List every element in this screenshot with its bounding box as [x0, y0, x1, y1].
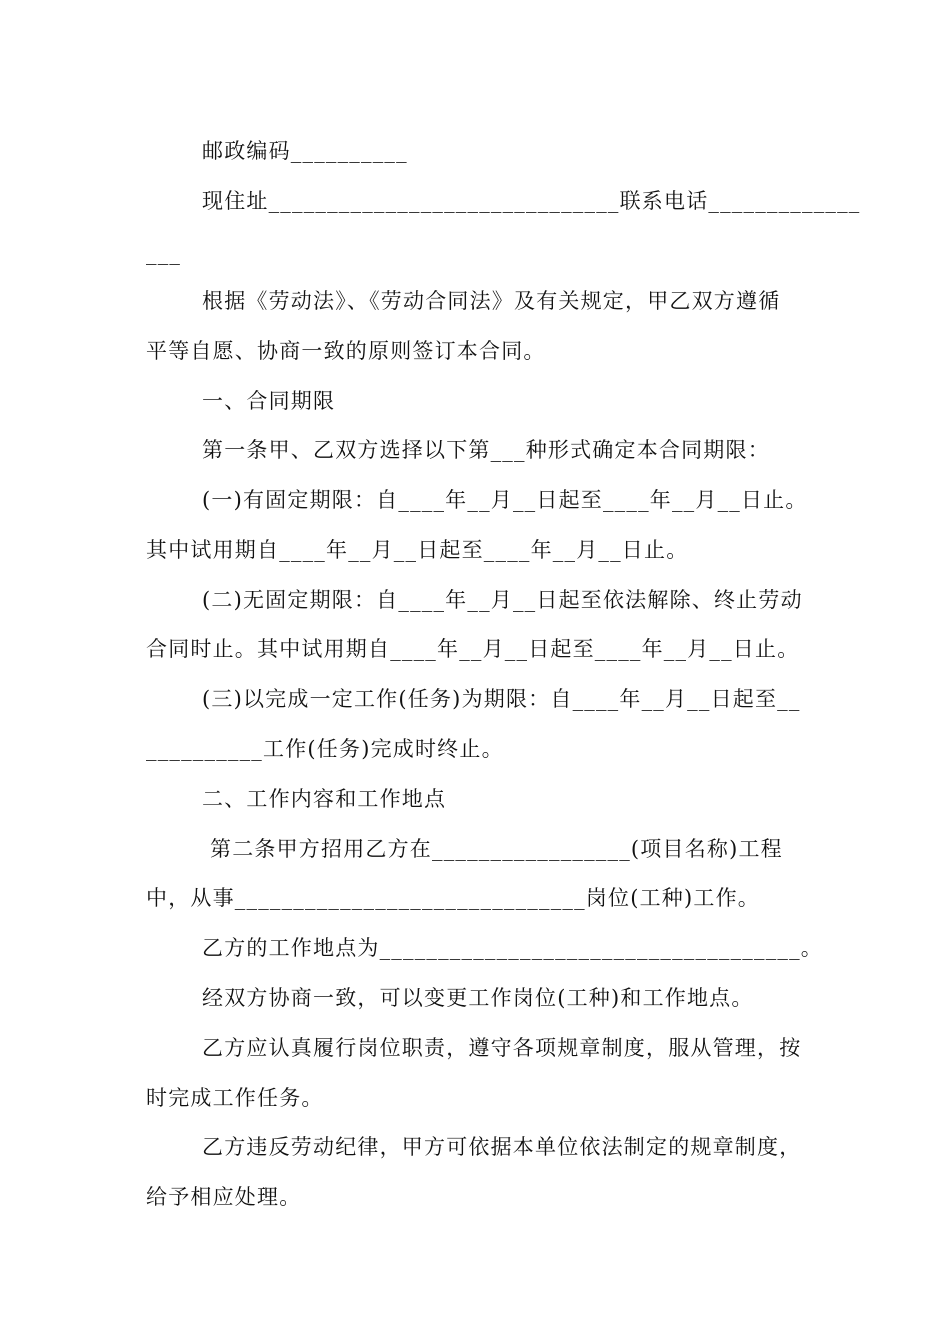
section-1-heading: 一、合同期限 — [202, 389, 336, 413]
section-2-heading: 二、工作内容和工作地点 — [202, 787, 447, 811]
preamble-line-1: 根据《劳动法》、《劳动合同法》及有关规定，甲乙双方遵循 — [202, 289, 781, 313]
discipline-line-1: 乙方违反劳动纪律，甲方可依据本单位依法制定的规章制度， — [202, 1135, 802, 1159]
option-1-line-2: 其中试用期自____年__月__日起至____年__月__日止。 — [146, 538, 689, 562]
option-3-line-2: __________工作(任务)完成时终止。 — [146, 737, 504, 761]
phone-continuation-line: ___ — [146, 241, 182, 265]
duties-line-2: 时完成工作任务。 — [146, 1086, 324, 1110]
preamble-line-2: 平等自愿、协商一致的原则签订本合同。 — [146, 339, 546, 363]
option-3-line-1: (三)以完成一定工作(任务)为期限：自____年__月__日起至__ — [202, 687, 801, 711]
duties-line-1: 乙方应认真履行岗位职责，遵守各项规章制度，服从管理，按 — [202, 1036, 802, 1060]
article-2-line-1: 第二条甲方招用乙方在_________________(项目名称)工程 — [210, 837, 783, 861]
option-1-line-1: (一)有固定期限：自____年__月__日起至____年__月__日止。 — [202, 488, 808, 512]
address-phone-line: 现住址______________________________联系电话_____________ — [202, 189, 861, 213]
change-agreement-line: 经双方协商一致，可以变更工作岗位(工种)和工作地点。 — [202, 986, 754, 1010]
article-1-text: 第一条甲、乙双方选择以下第___种形式确定本合同期限： — [202, 438, 770, 462]
article-2-line-2: 中，从事______________________________岗位(工种)工作。 — [146, 886, 760, 910]
option-2-line-1: (二)无固定期限：自____年__月__日起至依法解除、终止劳动 — [202, 588, 803, 612]
postal-code-line: 邮政编码__________ — [202, 139, 408, 163]
work-location-line: 乙方的工作地点为____________________________________。 — [202, 936, 823, 960]
discipline-line-2: 给予相应处理。 — [146, 1185, 302, 1209]
option-2-line-2: 合同时止。其中试用期自____年__月__日起至____年__月__日止。 — [146, 637, 800, 661]
